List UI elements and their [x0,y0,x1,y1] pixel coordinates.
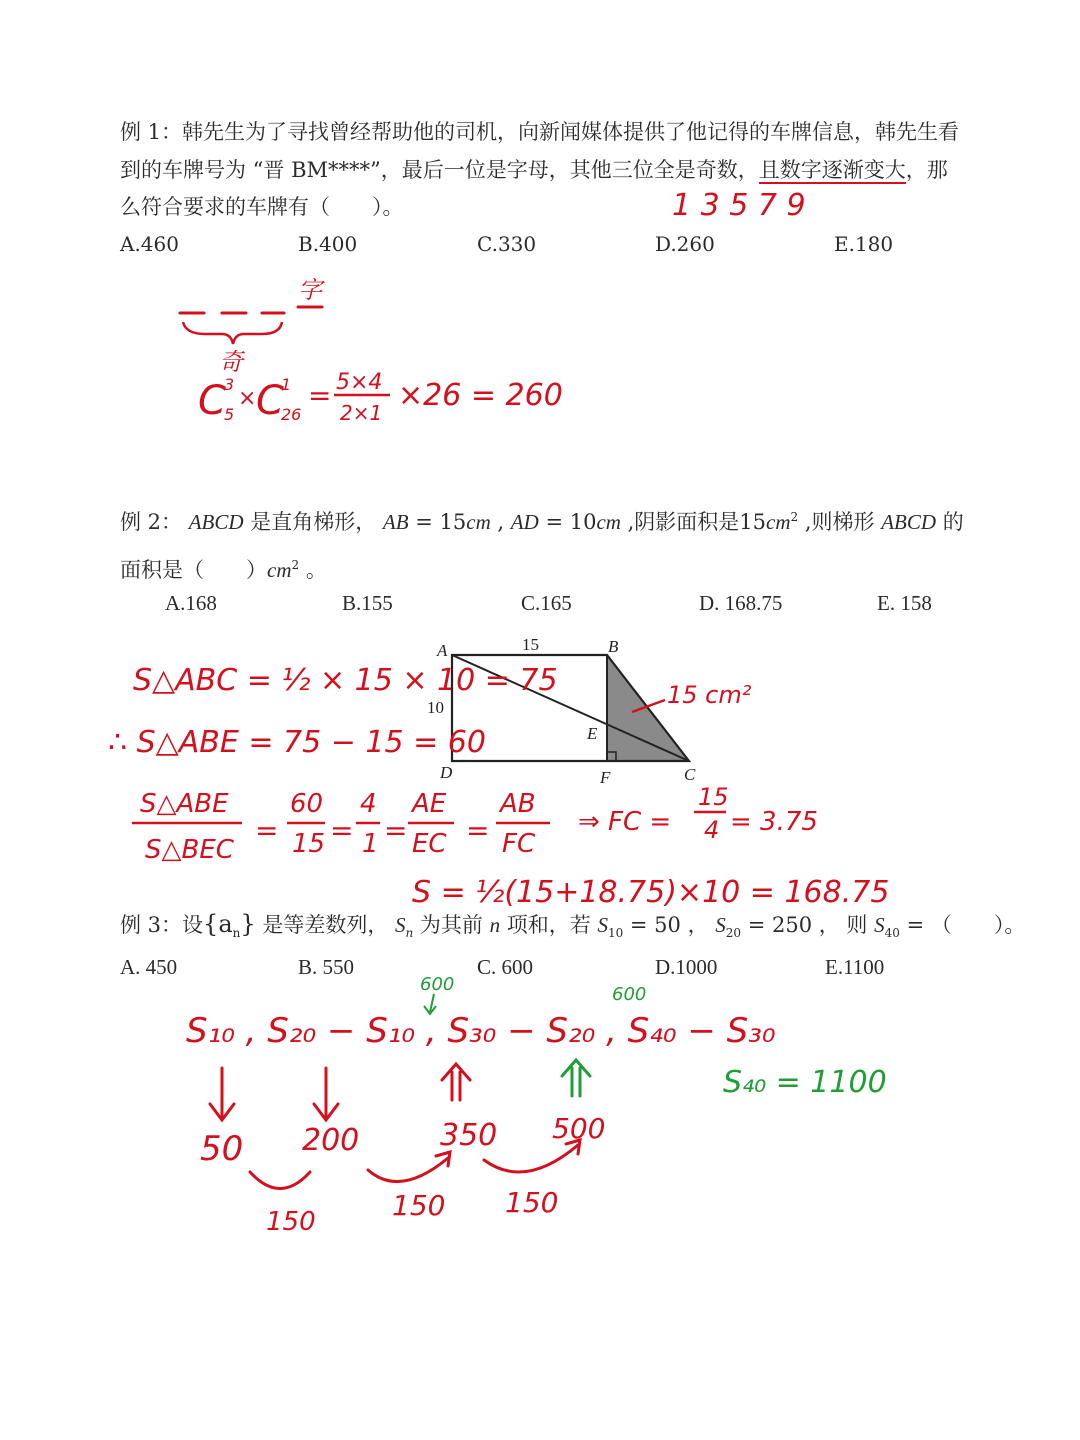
option-b: B.155 [342,591,393,615]
shade-area-note: 15 cm² [667,681,752,709]
example2-line2: 面积是（ ）$cm^2$ 。 [120,558,327,582]
equals-sign: = [308,379,332,412]
label-b: B [608,637,619,656]
difference-2: 150 [392,1189,446,1222]
red-double-up-arrow-icon [442,1064,470,1100]
example3-line1: 例 3：设$\{a_n\}$ 是等差数列， $S_n$ 为其前 n 项和，若 $S_{10} = 50$ ， $S_{20} = 250$ ， 则 $S_{40}$ = （ ）。 [120,910,1026,941]
down-arrows-icon [210,1068,338,1120]
example2-line1: 例 2： ABCD 是直角梯形， AB = 15cm , AD = 10cm ,阴影面积是$15cm^2$ ,则梯形 ABCD 的 [120,510,964,534]
note-trapezoid-area: S = ½(15+18.75)×10 = 168.75 [412,875,890,910]
implies-fc: ⇒ FC = [578,807,672,837]
digits-note: 1 3 5 7 9 [672,188,806,223]
option-d: D.260 [655,232,715,256]
option-d: D. 168.75 [699,591,783,615]
green-answer: S₄₀ = 1100 [723,1065,887,1100]
option-a: A. 450 [120,955,178,979]
ratio-frac3-top: 4 [360,789,377,819]
ratio-frac1-top: S△ABE [140,789,229,819]
option-e: E. 158 [877,591,932,615]
difference-1: 150 [266,1207,316,1237]
result-tail: ×26 = 260 [398,378,563,413]
fc-frac-top: 15 [698,783,729,811]
option-e: E.1100 [825,955,885,979]
c-sup-2: 1 [281,375,292,394]
difference-arcs [250,1140,580,1189]
option-c: C.330 [477,232,537,256]
ratio-frac5-bottom: FC [502,829,536,859]
note-area-abe: ∴ S△ABE = 75 − 15 = 60 [108,725,486,760]
top-length: 15 [522,635,539,654]
green-600-a: 600 [420,974,455,995]
label-e: E [587,724,598,743]
ratio-frac1-bottom: S△BEC [145,835,234,865]
ratio-frac5-top: AB [500,789,536,819]
green-double-up-arrow-icon [562,1060,590,1096]
green-600-b: 600 [612,984,647,1005]
ratio-eq-2: = [330,814,354,847]
note-area-abc: S△ABC = ½ × 15 × 10 = 75 [133,663,558,698]
ratio-frac2-top: 60 [290,789,324,819]
option-d: D.1000 [655,955,718,979]
underline-phrase: 且数字逐渐变大 [758,158,906,182]
option-a: A.460 [120,232,179,256]
value-500: 500 [552,1112,606,1145]
example1-line1: 例 1：韩先生为了寻找曾经帮助他的司机，向新闻媒体提供了他记得的车牌信息，韩先生看 [120,120,960,144]
c-sup-1: 3 [224,375,235,394]
option-b: B.400 [298,232,358,256]
label-f: F [600,768,611,787]
zi-note: 字 [298,276,322,304]
example1-line3: 么符合要求的车牌有（ ）。 [120,195,404,219]
option-b: B. 550 [298,955,355,979]
sequence-note: S₁₀ , S₂₀ − S₁₀ , S₃₀ − S₂₀ , S₄₀ − S₃₀ [186,1011,776,1051]
label-a: A [437,641,448,660]
ratio-eq-1: = [255,814,279,847]
label-c: C [684,765,696,784]
c-sub-1: 5 [224,405,235,424]
option-c: C. 600 [477,955,534,979]
qi-note: 奇 [219,348,243,376]
frac-top: 5×4 [336,370,383,395]
ratio-eq-4: = [466,814,490,847]
option-c: C.165 [521,591,572,615]
frac-bottom: 2×1 [340,401,383,425]
option-a: A.168 [165,591,217,615]
c-symbol-1: C [198,378,226,424]
c-sub-2: 26 [281,405,302,424]
times-sign: × [238,386,257,411]
ratio-frac3-bottom: 1 [362,829,379,859]
fc-frac-bottom: 4 [704,816,720,844]
ratio-frac2-bottom: 15 [292,829,326,859]
fc-value: = 3.75 [730,807,818,837]
difference-3: 150 [505,1186,559,1219]
value-350: 350 [440,1118,498,1153]
label-d: D [440,763,453,782]
left-length: 10 [427,698,444,717]
ratio-frac4-bottom: EC [412,829,447,859]
ratio-frac4-top: AE [412,789,447,819]
value-200: 200 [302,1123,360,1158]
c-symbol-2: C [256,378,284,424]
example1-line2: 到的车牌号为 “晋 BM****”，最后一位是字母，其他三位全是奇数，且数字逐渐变大，那 [120,158,948,182]
ratio-eq-3: = [384,814,408,847]
value-50: 50 [200,1129,244,1169]
option-e: E.180 [834,232,894,256]
